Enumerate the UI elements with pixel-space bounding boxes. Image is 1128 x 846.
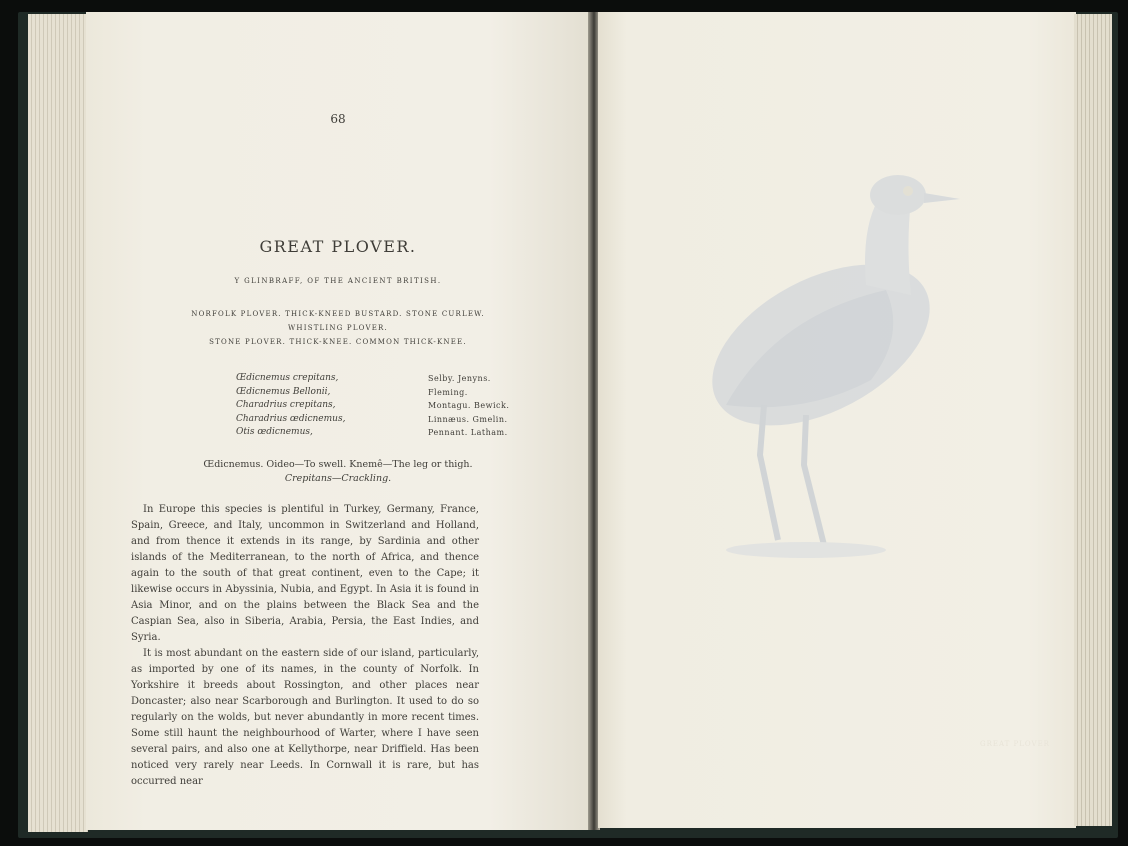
synonym-latin: Œdicnemus Bellonii, bbox=[236, 386, 331, 397]
page-number: 68 bbox=[330, 112, 346, 126]
synonym-latin: Charadrius crepitans, bbox=[236, 400, 336, 410]
bird-ground bbox=[726, 542, 886, 558]
common-names-line-2: WHISTLING PLOVER. bbox=[288, 324, 388, 332]
body-text bbox=[131, 502, 479, 790]
page-title: GREAT PLOVER. bbox=[259, 237, 417, 256]
synonym-authority: Fleming. bbox=[428, 387, 468, 397]
right-page-edges bbox=[1074, 14, 1112, 826]
welsh-name: Y GLINBRAFF, OF THE ANCIENT BRITISH. bbox=[234, 277, 442, 285]
bird-leg-right bbox=[804, 415, 824, 545]
illustration-caption: GREAT PLOVER bbox=[980, 740, 1050, 748]
synonym-authority: Selby. Jenyns. bbox=[428, 374, 491, 383]
synonym-latin: Otis œdicnemus, bbox=[236, 427, 313, 437]
left-page-edges bbox=[28, 14, 88, 832]
paragraph: In Europe this species is plentiful in Turkey, Germany, France, Spain, Greece, and Italy, uncommon in Switzerland and Holland, and from thence it extends in its range, by Sardinia and other islands of the Mediterranean, to the north of Africa, and thence again to the south of that great continent, even to the Cape; it likewise occurs in Abyssinia, Nubia, and Egypt. In Asia it is found in Asia Minor, and on the plains between the Black Sea and the Caspian Sea, also in Siberia, Arabia, Persia, the East Indies, and Syria. bbox=[131, 504, 479, 643]
bird-head bbox=[870, 175, 926, 215]
synonym-authority: Linnæus. Gmelin. bbox=[428, 414, 508, 424]
synonym-latin: Charadrius œdicnemus, bbox=[236, 413, 346, 424]
bird-eye bbox=[903, 186, 913, 196]
bird-beak bbox=[924, 193, 960, 203]
etymology-line-2: Crepitans—Crackling. bbox=[284, 473, 392, 484]
paragraph: It is most abundant on the eastern side of our island, particularly, as imported by one of its names, in the county of Norfolk. In Yorkshire it breeds about Rossington, and other places near Doncaster; also near Scarborough and Burlington. It used to do so regularly on the wolds, but never abundantly in more recent times. Some still haunt the neighbourhood of Warter, where I have seen several pairs, and also one at Kellythorpe, near Driffield. Has been noticed very rarely near Leeds. In Cornwall it is rare, but has occurred near bbox=[131, 648, 479, 787]
common-names-line-3: STONE PLOVER. THICK-KNEE. COMMON THICK-KNEE. bbox=[209, 338, 467, 346]
etymology-line-1: Œdicnemus. Oideo—To swell. Knemê—The leg or thigh. bbox=[203, 459, 473, 470]
plover-illustration bbox=[656, 165, 966, 565]
synonym-authority: Pennant. Latham. bbox=[428, 428, 508, 437]
synonym-authority-list bbox=[428, 372, 509, 440]
synonym-latin: Œdicnemus crepitans, bbox=[236, 373, 339, 383]
synonym-authority: Montagu. Bewick. bbox=[428, 401, 510, 410]
common-names-line-1: NORFOLK PLOVER. THICK-KNEED BUSTARD. STONE CURLEW. bbox=[191, 310, 485, 318]
synonym-latin-list bbox=[236, 372, 345, 440]
left-page bbox=[86, 12, 590, 830]
